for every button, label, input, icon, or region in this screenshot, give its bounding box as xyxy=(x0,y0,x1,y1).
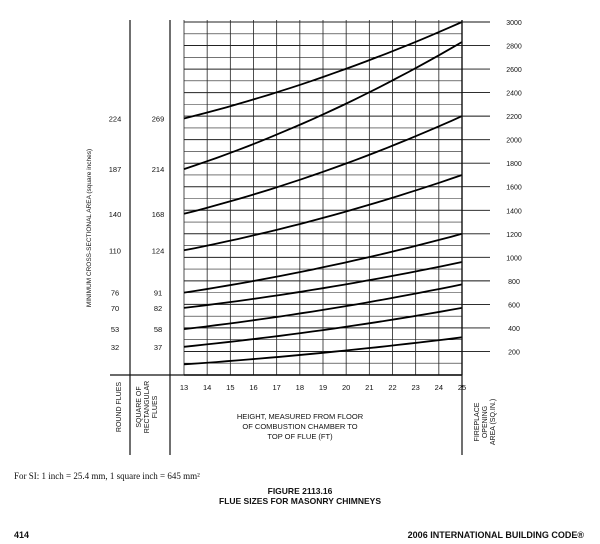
y-tick-label: 2800 xyxy=(506,43,522,51)
y-tick-labels xyxy=(506,20,522,356)
x-tick-label: 13 xyxy=(179,383,189,392)
page-number: 414 xyxy=(14,530,30,540)
round-flue-value: 76 xyxy=(110,288,120,298)
y-tick-label: 1200 xyxy=(506,231,522,239)
y-tick-label: 800 xyxy=(508,278,520,286)
round-flue-value: 70 xyxy=(110,303,120,313)
y-tick-label: 2200 xyxy=(506,114,522,122)
book-title: 2006 INTERNATIONAL BUILDING CODE® xyxy=(407,530,584,540)
right-axis-label xyxy=(474,399,497,445)
y-tick-label: 1000 xyxy=(506,255,522,263)
x-tick-label: 17 xyxy=(272,383,281,392)
rect-flues-header xyxy=(136,381,159,433)
rect-flue-value: 269 xyxy=(151,114,165,124)
round-flue-value: 32 xyxy=(110,342,120,352)
rect-flue-value: 91 xyxy=(153,288,163,298)
y-tick-label: 2600 xyxy=(506,67,522,75)
vertical-gridlines xyxy=(184,20,462,375)
y-tick-label: 200 xyxy=(508,349,520,357)
rect-flue-value: 58 xyxy=(153,325,163,335)
si-footnote: For SI: 1 inch = 25.4 mm, 1 square inch = 645 mm² xyxy=(14,471,200,481)
x-tick-label: 25 xyxy=(457,383,467,392)
svg-text:OPENING: OPENING xyxy=(482,405,489,439)
x-tick-labels xyxy=(180,383,466,392)
y-tick-label: 400 xyxy=(508,325,520,333)
x-tick-label: 24 xyxy=(434,383,444,392)
round-flues-header: ROUND FLUES xyxy=(116,381,123,433)
x-tick-label: 21 xyxy=(365,383,374,392)
x-tick-label: 14 xyxy=(202,383,212,392)
figure-title: FLUE SIZES FOR MASONRY CHIMNEYS xyxy=(219,496,381,506)
round-flue-value: 140 xyxy=(108,209,122,219)
rect-flue-value: 214 xyxy=(151,165,165,175)
x-axis-label-line-2: OF COMBUSTION CHAMBER TO xyxy=(242,422,358,431)
rect-flue-value: 37 xyxy=(153,342,163,352)
x-tick-label: 20 xyxy=(341,383,351,392)
svg-text:AREA (SQ.IN.): AREA (SQ.IN.) xyxy=(490,398,497,446)
x-tick-label: 15 xyxy=(226,383,235,392)
y-tick-label: 1600 xyxy=(506,184,522,192)
svg-text:RECTANGULAR: RECTANGULAR xyxy=(144,380,151,434)
svg-text:FLUES: FLUES xyxy=(152,395,159,419)
y-tick-label: 2400 xyxy=(506,90,522,98)
rect-flue-value: 82 xyxy=(153,303,163,313)
x-tick-label: 19 xyxy=(318,383,328,392)
y-tick-label: 1400 xyxy=(506,208,522,216)
y-axis-label: MINIMUM CROSS-SECTIONAL AREA (square inches) xyxy=(86,148,93,308)
figure-number: FIGURE 2113.16 xyxy=(267,486,333,496)
round-flue-values xyxy=(109,114,122,351)
svg-text:FIREPLACE: FIREPLACE xyxy=(474,402,481,442)
rect-flue-values xyxy=(152,114,165,351)
x-tick-label: 18 xyxy=(295,383,305,392)
x-axis-label-line-1: HEIGHT, MEASURED FROM FLOOR xyxy=(236,412,364,421)
x-axis-label-line-3: TOP OF FLUE (FT) xyxy=(267,432,333,441)
round-flue-value: 224 xyxy=(108,114,122,124)
y-tick-label: 2000 xyxy=(506,137,522,145)
round-flue-value: 110 xyxy=(109,246,121,256)
svg-text:SQUARE OF: SQUARE OF xyxy=(136,386,143,428)
y-tick-label: 600 xyxy=(508,302,520,310)
x-tick-label: 16 xyxy=(249,383,258,392)
y-tick-label: 1800 xyxy=(506,161,522,169)
rect-flue-value: 124 xyxy=(151,246,165,256)
x-tick-label: 23 xyxy=(411,383,420,392)
round-flue-value: 187 xyxy=(108,165,122,175)
rect-flue-value: 168 xyxy=(151,209,165,219)
round-flue-value: 53 xyxy=(110,325,120,335)
x-tick-label: 22 xyxy=(388,383,397,392)
y-tick-label: 3000 xyxy=(506,20,522,27)
